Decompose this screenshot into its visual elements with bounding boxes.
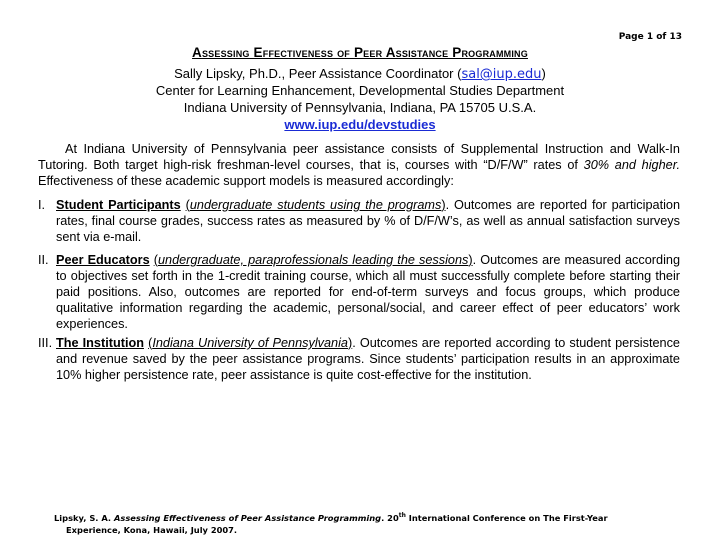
list-item [38,335,680,383]
list-item [38,252,680,332]
item-numeral: II. [38,253,49,267]
document-title: Assessing Effectiveness of Peer Assistance Programming [192,45,528,60]
item-numeral: III. [38,336,53,350]
author-suffix: ) [541,66,546,81]
author-name: Sally Lipsky, Ph.D., Peer Assistance Coordinator ( [174,66,462,81]
intro-emphasis: 30% and higher. [583,158,681,172]
item-text: . Outcomes are measured according to objectives set forth in the 1-credit training course, which all must successfully complete before starting their paid positions. Also, outcomes are reported for end-of-term surveys and focus groups, which produce qualitative information regarding the academic, personal/social, and career effect of peer educators’ work experiences. [56,253,681,331]
author-line [0,66,720,82]
footer-prefix: Lipsky, S. A. [54,512,114,523]
intro-part1: At Indiana University of Pennsylvania peer assistance consists of Supplemental Instruction and Walk-In Tutoring. Both target high-risk freshman-level courses, that is, courses with “D/F/W” rates of [38,142,680,172]
item-lead: Student Participants [56,198,181,212]
website-link[interactable]: www.iup.edu/devstudies [284,117,436,132]
website-line [0,117,720,132]
intro-paragraph [38,141,680,189]
address-line: Indiana University of Pennsylvania, Indiana, PA 15705 U.S.A. [183,100,537,115]
item-text: . Outcomes are reported according to student persistence and revenue saved by the peer assistance programs. Since students’ participation results in an approximate 10% higher persistence rate, peer assistance is quite cost-effective for the institution. [56,336,680,382]
item-lead: The Institution [56,336,144,350]
footer-title: Assessing Effectiveness of Peer Assistance Programming [113,512,382,523]
footer-mid: . 20 [381,512,399,523]
intro-part2: Effectiveness of these academic support models is measured accordingly: [38,174,454,188]
item-paren: (undergraduate students using the programs) [185,198,446,212]
item-text: . Outcomes are reported for participation rates, final course grades, success rates as measured by % of D/F/W’s, as well as annual satisfaction surveys sent via e-mail. [56,198,681,244]
footer-suffix: International Conference on The First-Year [405,512,608,523]
list-item [38,197,680,245]
footer-line2: Experience, Kona, Hawaii, July 2007. [66,524,238,535]
citation-footer [54,510,690,536]
page-number: Page 1 of 13 [618,32,682,42]
item-lead: Peer Educators [56,253,150,267]
item-paren: (Indiana University of Pennsylvania) [148,336,353,350]
item-numeral: I. [38,198,46,212]
email-link[interactable]: sal@iup.edu [461,67,542,82]
item-paren: (undergraduate, paraprofessionals leading the sessions) [153,253,473,267]
footer-sup: th [398,512,406,519]
center-line: Center for Learning Enhancement, Developmental Studies Department [155,83,565,98]
